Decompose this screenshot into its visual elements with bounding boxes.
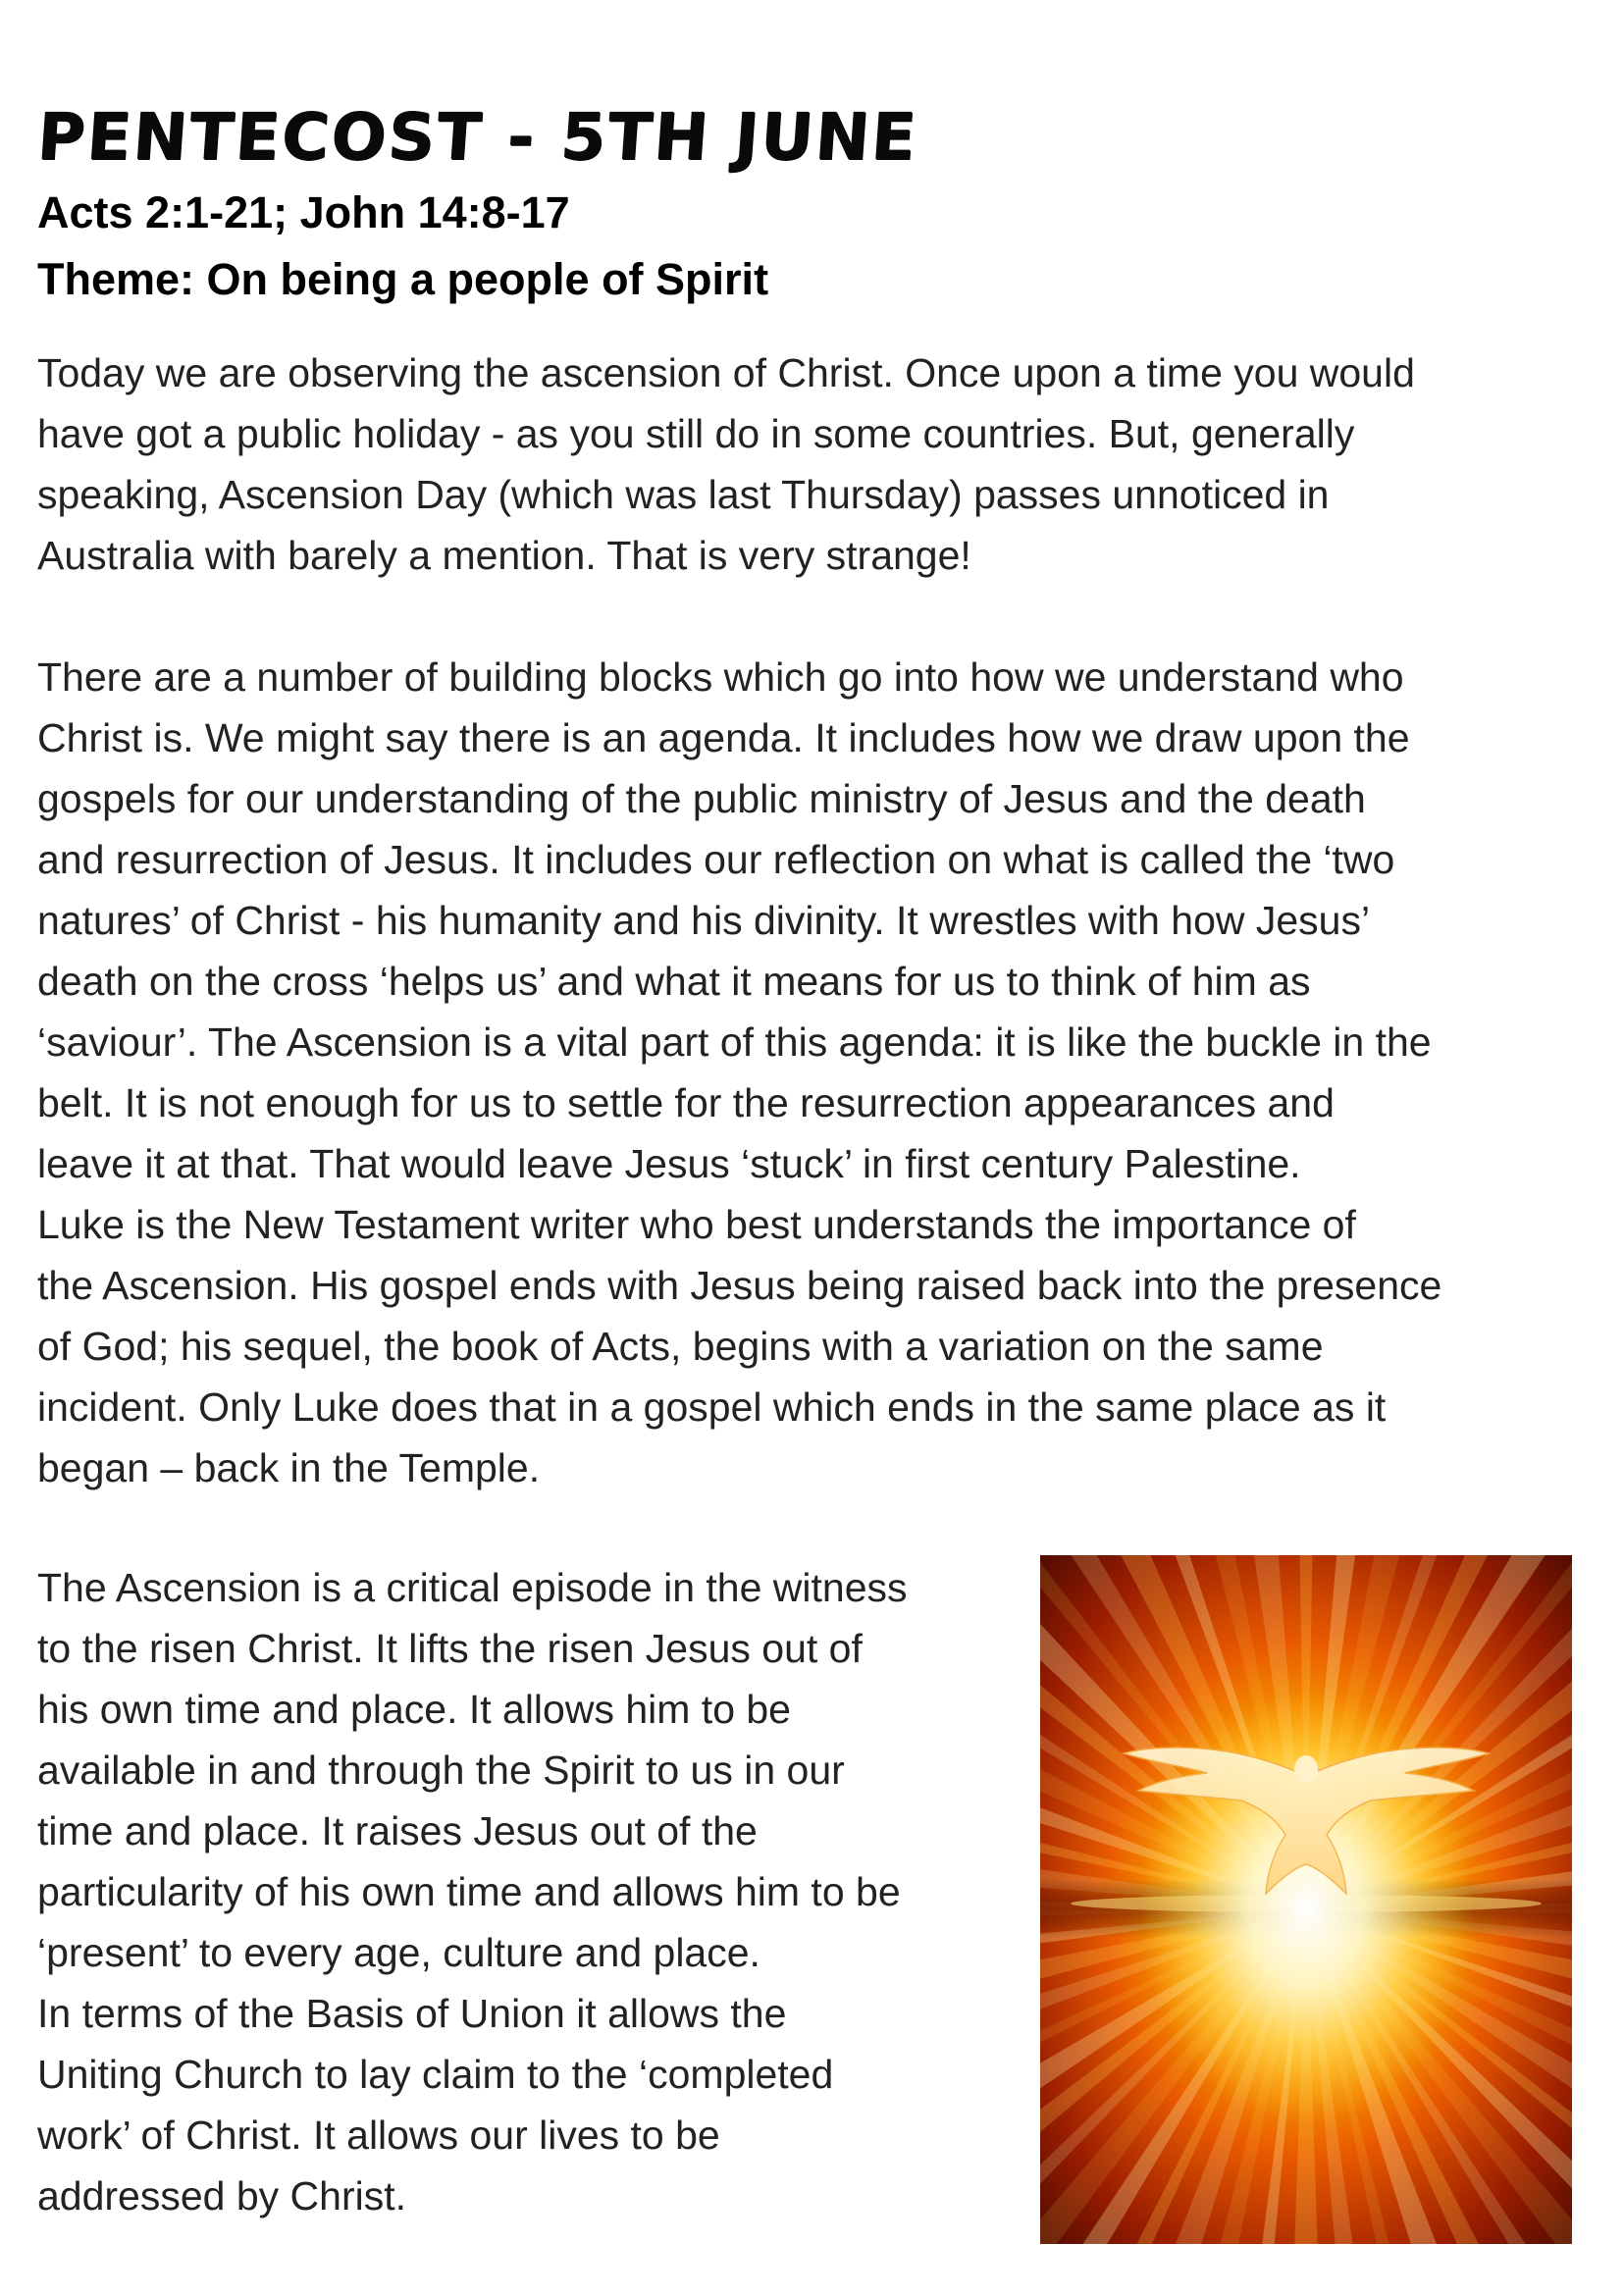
text-line: work’ of Christ. It allows our lives to be [37, 2113, 720, 2158]
text-line: The Ascension is a critical episode in the witness [37, 1565, 908, 1610]
text-line: belt. It is not enough for us to settle for the resurrection appearances and [37, 1080, 1335, 1125]
sermon-theme: Theme: On being a people of Spirit [37, 254, 769, 304]
text-line: speaking, Ascension Day (which was last Thursday) passes unnoticed in [37, 472, 1330, 517]
text-line: his own time and place. It allows him to be [37, 1687, 791, 1732]
dove-in-light-image [1040, 1555, 1572, 2244]
text-line: ‘present’ to every age, culture and place. [37, 1930, 760, 1975]
text-line: the Ascension. His gospel ends with Jesus being raised back into the presence [37, 1263, 1442, 1308]
paragraph-intro [37, 342, 1415, 586]
text-line: leave it at that. That would leave Jesus ‘stuck’ in first century Palestine. [37, 1141, 1301, 1186]
text-line: Luke is the New Testament writer who best understands the importance of [37, 1202, 1356, 1247]
text-line: In terms of the Basis of Union it allows the [37, 1991, 787, 2036]
text-line: natures’ of Christ - his humanity and his divinity. It wrestles with how Jesus’ [37, 898, 1371, 943]
text-line: particularity of his own time and allows him to be [37, 1869, 901, 1914]
text-line: incident. Only Luke does that in a gospel which ends in the same place as it [37, 1384, 1387, 1430]
paragraph-building-blocks [37, 647, 1441, 1498]
text-line: Today we are observing the ascension of Christ. Once upon a time you would [37, 350, 1415, 395]
paragraph-ascension [37, 1557, 908, 2226]
text-line: to the risen Christ. It lifts the risen Jesus out of [37, 1626, 863, 1671]
text-line: of God; his sequel, the book of Acts, begins with a variation on the same [37, 1324, 1324, 1369]
text-line: time and place. It raises Jesus out of the [37, 1808, 758, 1853]
text-line: ‘saviour’. The Ascension is a vital part of this agenda: it is like the buckle in the [37, 1019, 1432, 1065]
text-line: death on the cross ‘helps us’ and what it means for us to think of him as [37, 959, 1311, 1004]
text-line: and resurrection of Jesus. It includes our reflection on what is called the ‘two [37, 837, 1395, 882]
text-line: gospels for our understanding of the public ministry of Jesus and the death [37, 776, 1366, 821]
text-line: began – back in the Temple. [37, 1445, 541, 1490]
text-line: available in and through the Spirit to us in our [37, 1748, 845, 1793]
text-line: Uniting Church to lay claim to the ‘completed [37, 2052, 834, 2097]
page-title: PENTECOST - 5TH JUNE [34, 99, 920, 175]
text-line: addressed by Christ. [37, 2173, 407, 2218]
text-line: Australia with barely a mention. That is very strange! [37, 533, 971, 578]
dove-in-light-icon [1040, 1555, 1572, 2244]
text-line: There are a number of building blocks which go into how we understand who [37, 654, 1404, 700]
text-line: have got a public holiday - as you still do in some countries. But, generally [37, 411, 1355, 456]
text-line: Christ is. We might say there is an agenda. It includes how we draw upon the [37, 715, 1410, 760]
scripture-readings: Acts 2:1-21; John 14:8-17 [37, 187, 570, 237]
